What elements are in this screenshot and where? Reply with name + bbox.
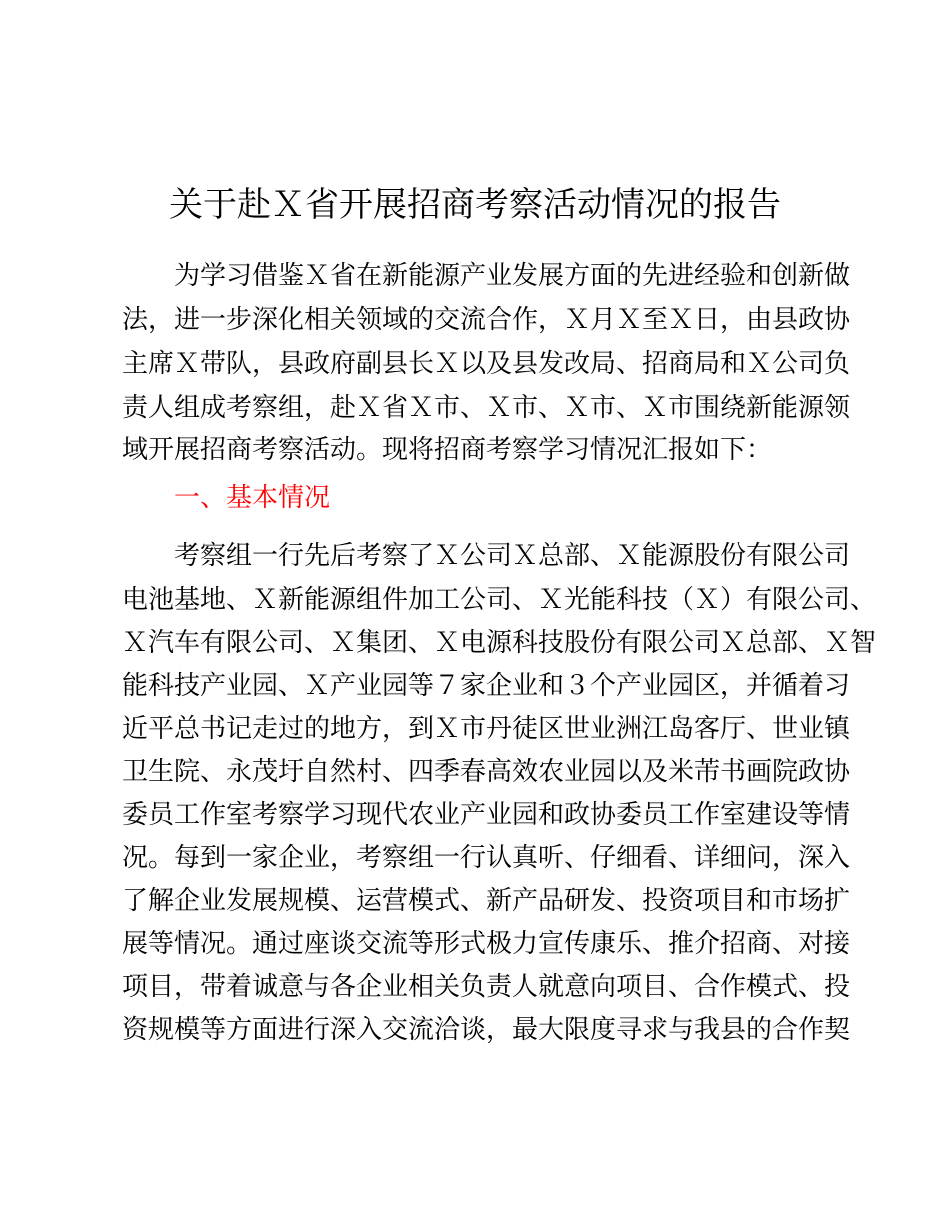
section1-line: 展等情况。通过座谈交流等形式极力宣传康乐、推介招商、对接 xyxy=(122,929,851,959)
intro-line: 主席Ｘ带队，县政府副县长Ｘ以及县发改局、招商局和Ｘ公司负 xyxy=(122,349,851,379)
section1-line: Ｘ汽车有限公司、Ｘ集团、Ｘ电源科技股份有限公司Ｘ总部、Ｘ智 xyxy=(122,628,877,658)
section1-line: 委员工作室考察学习现代农业产业园和政协委员工作室建设等情 xyxy=(122,800,851,830)
section1-line: 况。每到一家企业，考察组一行认真听、仔细看、详细问，深入 xyxy=(122,843,851,873)
intro-line: 为学习借鉴Ｘ省在新能源产业发展方面的先进经验和创新做 xyxy=(174,261,851,291)
section1-line: 了解企业发展规模、运营模式、新产品研发、投资项目和市场扩 xyxy=(122,886,851,916)
intro-line: 法，进一步深化相关领域的交流合作，Ｘ月Ｘ至Ｘ日，由县政协 xyxy=(122,305,851,335)
section-heading-basic: 一、基本情况 xyxy=(174,483,331,513)
section1-line: 近平总书记走过的地方，到Ｘ市丹徒区世业洲江岛客厅、世业镇 xyxy=(122,714,851,744)
section1-line: 电池基地、Ｘ新能源组件加工公司、Ｘ光能科技（Ｘ）有限公司、 xyxy=(122,585,877,615)
document-title: 关于赴Ｘ省开展招商考察活动情况的报告 xyxy=(169,185,781,225)
section1-line: 项目，带着诚意与各企业相关负责人就意向项目、合作模式、投 xyxy=(122,972,851,1002)
intro-line: 责人组成考察组，赴Ｘ省Ｘ市、Ｘ市、Ｘ市、Ｘ市围绕新能源领 xyxy=(122,393,851,423)
section1-line: 卫生院、永茂圩自然村、四季春高效农业园以及米芾书画院政协 xyxy=(122,757,851,787)
section1-line: 资规模等方面进行深入交流洽谈，最大限度寻求与我县的合作契 xyxy=(122,1015,851,1045)
intro-line: 域开展招商考察活动。现将招商考察学习情况汇报如下： xyxy=(122,435,773,465)
section1-line: 考察组一行先后考察了Ｘ公司Ｘ总部、Ｘ能源股份有限公司 xyxy=(174,541,851,571)
section1-line: 能科技产业园、Ｘ产业园等７家企业和３个产业园区，并循着习 xyxy=(122,671,851,701)
